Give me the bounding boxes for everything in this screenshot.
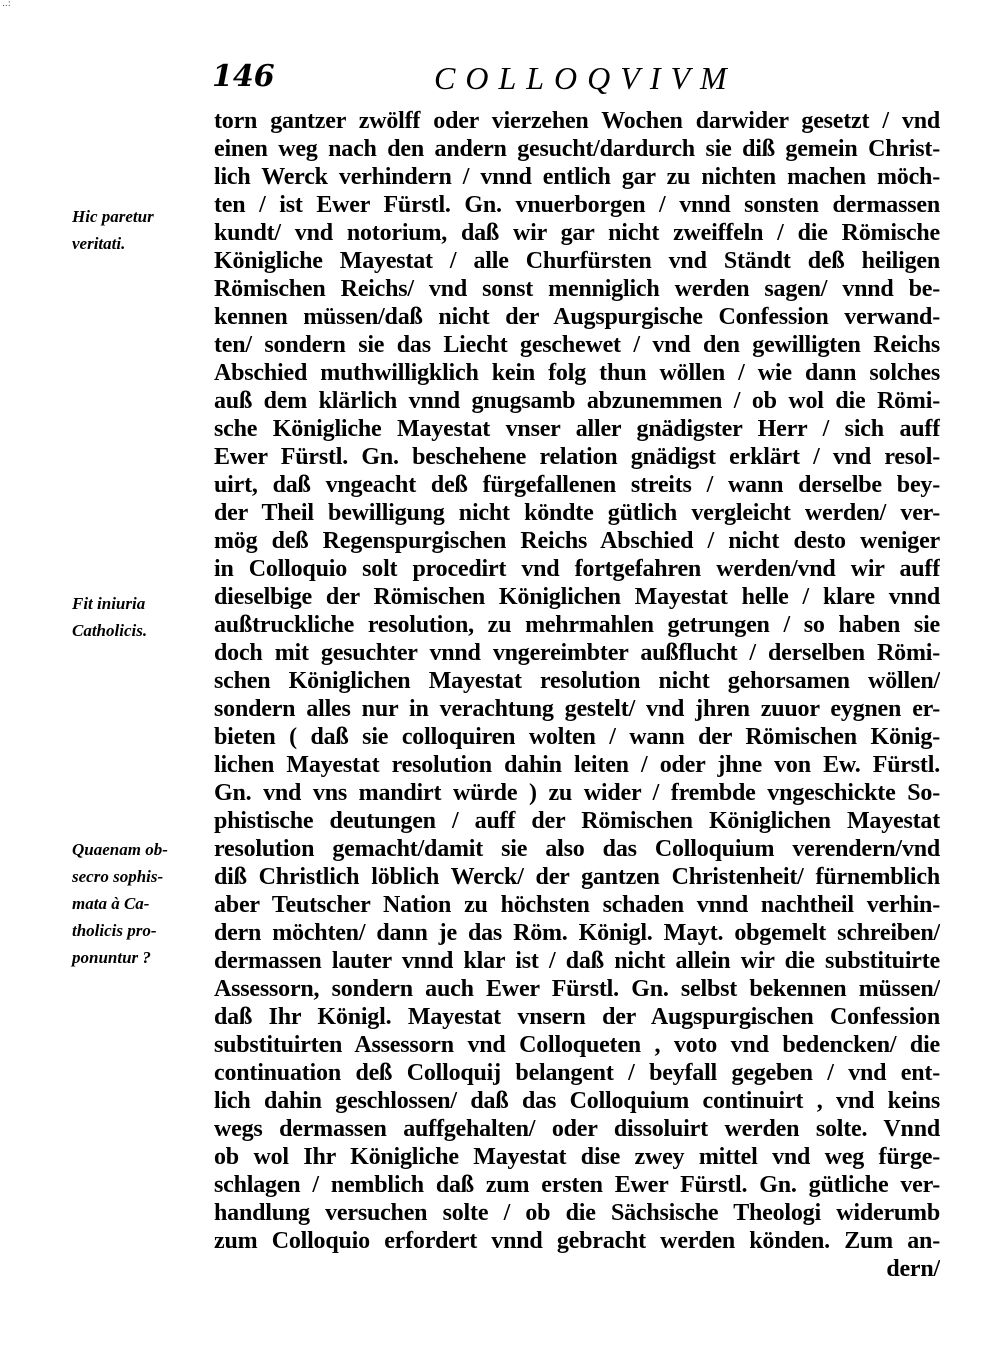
text-line: ob wol Ihr Königliche Mayestat dise zwey mittel vnd weg fürge- xyxy=(214,1144,940,1170)
marginal-line: tholicis pro- xyxy=(72,921,157,940)
text-line: substituirten Assessorn vnd Colloqueten , voto vnd bedencken/ die xyxy=(214,1032,940,1058)
text-line: schlagen / nemblich daß zum ersten Ewer Fürstl. Gn. gütliche ver- xyxy=(214,1172,940,1198)
text-line: uirt, daß vngeacht deß fürgefallenen streits / wann derselbe bey- xyxy=(214,472,940,498)
text-line: lich Werck verhindern / vnnd entlich gar zu nichten machen möch- xyxy=(214,164,940,190)
text-line: dern möchten/ dann je das Röm. Königl. Mayt. obgemelt schreiben/ xyxy=(214,920,940,946)
text-line: daß Ihr Königl. Mayestat vnsern der Augspurgischen Confession xyxy=(214,1004,940,1030)
text-line: torn gantzer zwölff oder vierzehen Wochen darwider gesetzt / vnd xyxy=(214,108,940,134)
text-line: sondern alles nur in verachtung gestelt/ vnd jhren zuuor eygnen er- xyxy=(214,696,940,722)
marginal-line: ponuntur ? xyxy=(72,948,151,967)
text-line: aber Teutscher Nation zu höchsten schaden vnnd nachtheil verhin- xyxy=(214,892,940,918)
text-line: einen weg nach den andern gesucht/dardurch sie diß gemein Christ- xyxy=(214,136,940,162)
text-line: der Theil bewilligung nicht köndte gütlich vergleicht werden/ ver- xyxy=(214,500,940,526)
marginal-note-2 xyxy=(72,590,208,644)
text-line: mög deß Regenspurgischen Reichs Abschied / nicht desto weniger xyxy=(214,528,940,554)
body-text xyxy=(214,107,940,1283)
page-number: 146 xyxy=(212,59,275,94)
marginal-note-1 xyxy=(72,203,208,257)
running-head: COLLOQVIVM xyxy=(434,60,737,96)
text-line: lichen Mayestat resolution dahin leiten / oder jhne von Ew. Fürstl. xyxy=(214,752,940,778)
text-line: sche Königliche Mayestat vnser aller gnädigster Herr / sich auff xyxy=(214,416,940,442)
text-line: kundt/ vnd notorium, daß wir gar nicht zweiffeln / die Römische xyxy=(214,220,940,246)
text-line: dermassen lauter vnnd klar ist / daß nicht allein wir die substituirte xyxy=(214,948,940,974)
corner-mark: ..: xyxy=(2,0,11,9)
text-line: auß dem klärlich vnnd gnugsamb abzunemmen / ob wol die Römi- xyxy=(214,388,940,414)
text-line: Ewer Fürstl. Gn. beschehene relation gnädigst erklärt / vnd resol- xyxy=(214,444,940,470)
marginal-line: Fit iniuria xyxy=(72,594,146,613)
text-line: Königliche Mayestat / alle Churfürsten vnd Ständt deß heiligen xyxy=(214,248,940,274)
text-line: phistische deutungen / auff der Römischen Königlichen Mayestat xyxy=(214,808,940,834)
marginal-line: Hic paretur xyxy=(72,207,154,226)
text-line: Gn. vnd vns mandirt würde ) zu wider / frembde vngeschickte So- xyxy=(214,780,940,806)
text-line: kennen müssen/daß nicht der Augspurgische Confession verwand- xyxy=(214,304,940,330)
marginal-line: Catholicis. xyxy=(72,621,148,640)
catchword: dern/ xyxy=(886,1256,940,1282)
text-line: doch mit gesuchter vnnd vngereimbter außflucht / derselben Römi- xyxy=(214,640,940,666)
text-line: Assessorn, sondern auch Ewer Fürstl. Gn. selbst bekennen müssen/ xyxy=(214,976,940,1002)
text-line: ten/ sondern sie das Liecht geschewet / vnd den gewilligten Reichs xyxy=(214,332,940,358)
text-line: continuation deß Colloquij belangent / beyfall gegeben / vnd ent- xyxy=(214,1060,940,1086)
text-line: ten / ist Ewer Fürstl. Gn. vnuerborgen / vnnd sonsten dermassen xyxy=(214,192,940,218)
text-line: wegs dermassen auffgehalten/ oder dissoluirt werden solte. Vnnd xyxy=(214,1116,940,1142)
text-line: diß Christlich löblich Werck/ der gantzen Christenheit/ fürnemblich xyxy=(214,864,940,890)
marginal-line: Quaenam ob- xyxy=(72,840,168,859)
text-line: dieselbige der Römischen Königlichen Mayestat helle / klare vnnd xyxy=(214,584,940,610)
text-line: außtruckliche resolution, zu mehrmahlen getrungen / so haben sie xyxy=(214,612,940,638)
text-line: bieten ( daß sie colloquiren wolten / wann der Römischen König- xyxy=(214,724,940,750)
text-line: handlung versuchen solte / ob die Sächsische Theologi widerumb xyxy=(214,1200,940,1226)
marginal-note-3 xyxy=(72,836,208,971)
text-line: lich dahin geschlossen/ daß das Colloquium continuirt , vnd keins xyxy=(214,1088,940,1114)
text-line: Römischen Reichs/ vnd sonst menniglich werden sagen/ vnnd be- xyxy=(214,276,940,302)
text-line: resolution gemacht/damit sie also das Colloquium verendern/vnd xyxy=(214,836,940,862)
marginal-line: veritati. xyxy=(72,234,126,253)
text-line: schen Königlichen Mayestat resolution nicht gehorsamen wöllen/ xyxy=(214,668,940,694)
marginal-line: secro sophis- xyxy=(72,867,164,886)
text-line: in Colloquio solt procedirt vnd fortgefahren werden/vnd wir auff xyxy=(214,556,940,582)
text-line: Abschied muthwilligklich kein folg thun wöllen / wie dann solches xyxy=(214,360,940,386)
text-line: zum Colloquio erfordert vnnd gebracht werden könden. Zum an- xyxy=(214,1228,940,1254)
marginal-line: mata à Ca- xyxy=(72,894,150,913)
